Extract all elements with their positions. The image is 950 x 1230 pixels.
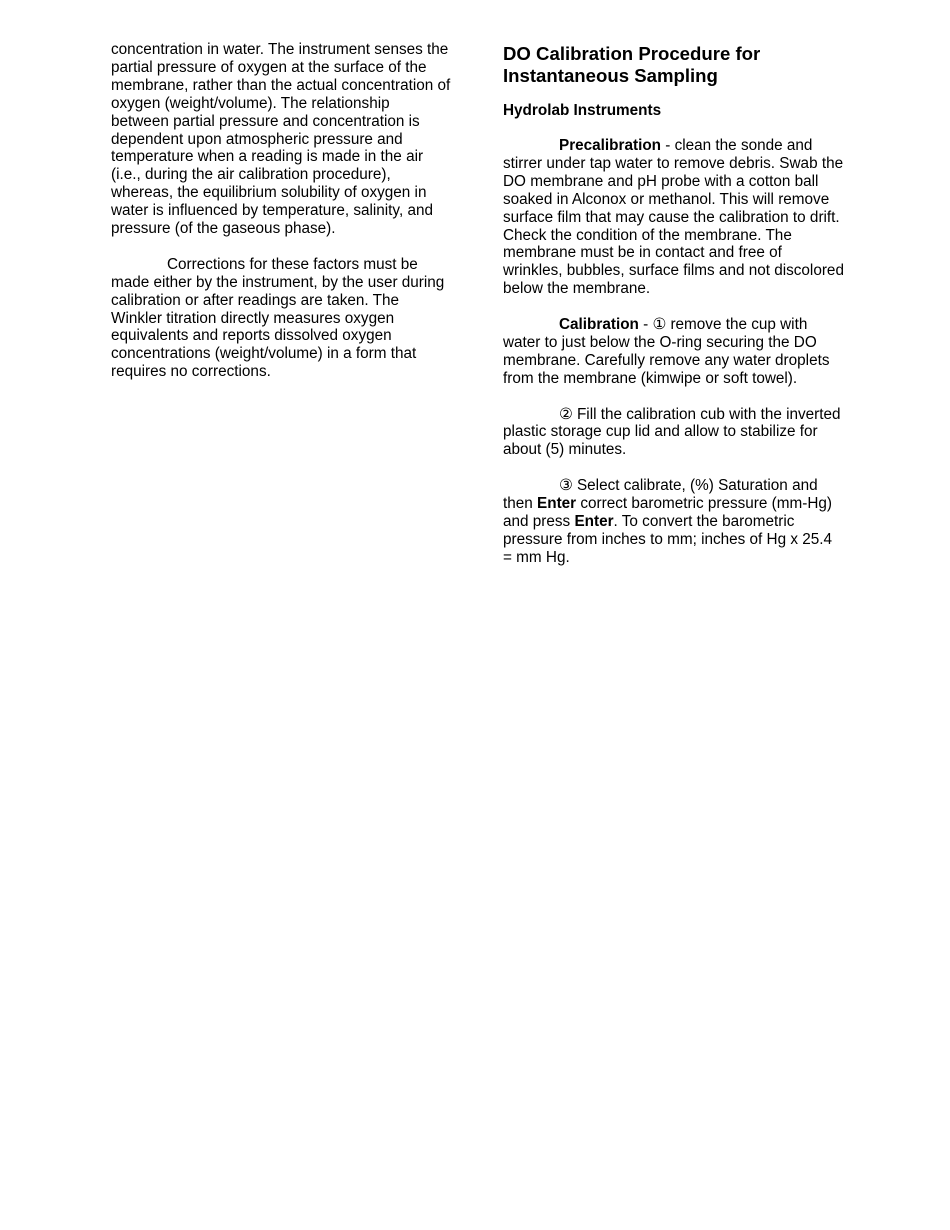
precalibration-label: Precalibration [559,137,662,154]
section-subtitle: Hydrolab Instruments [503,102,662,119]
step-3-text-1: ③ Select calibrate, (%) Saturation and then [503,477,818,513]
paragraph-calibration [503,316,845,388]
enter-keyword-2: Enter [574,512,614,530]
enter-keyword-1: Enter [537,495,577,513]
paragraph-corrections: Corrections for these factors must be made either by the instrument, by the user during calibration or after readings are taken. The Winkler titration directly measures oxygen equivalents and reports dissolved oxygen concentrations (weight/volume) in a form that requires no corrections. [111,255,445,381]
step-3-text-2: correct barometric pressure (mm-Hg) and press [503,495,832,530]
calibration-text: - ① remove the cup with water to just below the O-ring securing the DO membrane. Carefully remove any water droplets from the membrane (kimwipe or soft towel). [503,316,830,387]
section-title: DO Calibration Procedure for Instantaneous Sampling [503,43,761,86]
paragraph-precalibration [503,137,845,298]
calibration-label: Calibration [559,316,639,334]
right-column [503,41,845,585]
left-column [111,41,451,399]
paragraph-membrane-sensing: concentration in water. The instrument senses the partial pressure of oxygen at the surface of the membrane, rather than the actual concentration of oxygen (weight/volume). The relationship between partial pressure and concentration is dependent upon atmospheric pressure and temperature when a reading is made in the air (i.e., during the air calibration procedure), whereas, the equilibrium solubility of oxygen in water is influenced by temperature, salinity, and pressure (of the gaseous phase). [111,41,451,238]
paragraph-step-2: ② Fill the calibration cub with the inverted plastic storage cup lid and allow to stabilize for about (5) minutes. [503,405,841,459]
paragraph-step-3 [503,477,845,567]
precalibration-text: - clean the sonde and stirrer under tap water to remove debris. Swab the DO membrane and pH probe with a cotton ball soaked in Alconox or methanol. This will remove surface film that may cause the calibration to drift. Check the condition of the membrane. The membrane must be in contact and free of wrinkles, bubbles, surface films and not discolored below the membrane. [503,137,844,298]
step-3-text-3: . To convert the barometric pressure from inches to mm; inches of Hg x 25.4 = mm Hg. [503,512,833,566]
